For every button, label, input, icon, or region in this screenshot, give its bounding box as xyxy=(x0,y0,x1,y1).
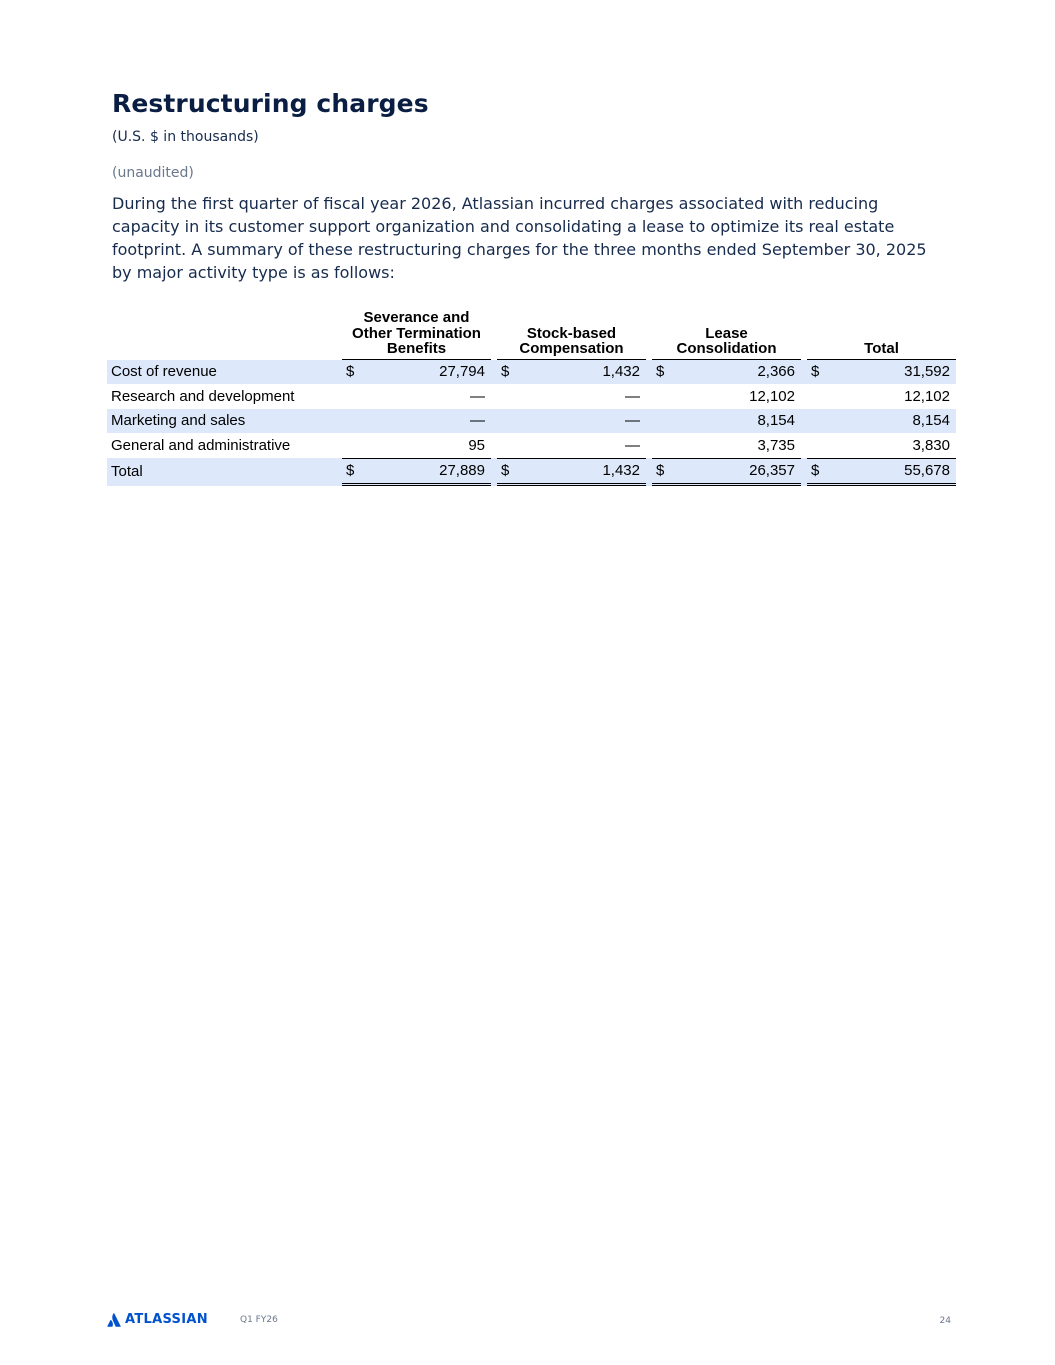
atlassian-logo xyxy=(107,1312,208,1327)
severance-value: 27,889 xyxy=(364,458,491,487)
row-label: Total xyxy=(107,458,342,487)
lease-value: 26,357 xyxy=(674,458,801,487)
stock-value: 1,432 xyxy=(519,458,646,487)
lease-value: 12,102 xyxy=(749,387,795,405)
severance-value: — xyxy=(470,387,485,405)
lease-value: 2,366 xyxy=(674,360,801,385)
row-label: General and administrative xyxy=(111,436,291,454)
page-title: Restructuring charges xyxy=(112,89,429,118)
row-label: Cost of revenue xyxy=(107,360,342,385)
table-row xyxy=(107,360,956,385)
row-label: Research and development xyxy=(111,387,295,405)
header-lease-line2: Consolidation xyxy=(676,340,777,357)
header-total xyxy=(807,310,956,360)
header-severance-line1: Severance and xyxy=(363,309,470,326)
currency-symbol: $ xyxy=(342,458,364,487)
header-lease-line1: Lease xyxy=(705,324,748,342)
header-stock xyxy=(497,310,646,360)
header-total-label: Total xyxy=(864,340,899,357)
currency-symbol xyxy=(342,433,364,458)
stock-value: — xyxy=(519,409,646,434)
table-total-row xyxy=(107,458,956,487)
currency-symbol xyxy=(342,409,364,434)
table-row xyxy=(107,409,956,434)
intro-paragraph: During the first quarter of fiscal year 2026, Atlassian incurred charges associated with reducing capacity in its customer support organization and consolidating a lease to optimize its real estate footprint. A summary of these restructuring charges for the three months ended September 30, 2025 by major activity type is as follows: xyxy=(112,194,927,282)
currency-symbol: $ xyxy=(497,458,519,487)
currency-symbol xyxy=(652,384,674,409)
currency-symbol: $ xyxy=(342,360,364,385)
currency-symbol: $ xyxy=(652,360,674,385)
total-value: 3,830 xyxy=(912,436,950,454)
currency-symbol: $ xyxy=(807,458,829,487)
atlassian-mark-icon xyxy=(107,1313,121,1327)
stock-value: 1,432 xyxy=(519,360,646,385)
currency-symbol: $ xyxy=(497,360,519,385)
quarter-label: Q1 FY26 xyxy=(240,1315,278,1325)
currency-symbol xyxy=(497,433,519,458)
total-value: 31,592 xyxy=(829,360,956,385)
currency-symbol: $ xyxy=(652,458,674,487)
lease-value: 8,154 xyxy=(674,409,801,434)
page-footer xyxy=(107,1312,951,1330)
currency-symbol xyxy=(807,433,829,458)
currency-symbol xyxy=(497,384,519,409)
currency-symbol xyxy=(497,409,519,434)
stock-value: — xyxy=(625,387,640,405)
restructuring-table xyxy=(107,310,956,486)
units-note: (U.S. $ in thousands) xyxy=(112,129,259,145)
currency-symbol xyxy=(807,409,829,434)
header-severance-line2: Other Termination xyxy=(352,324,481,342)
header-stock-line1: Stock-based xyxy=(526,324,617,342)
lease-value: 3,735 xyxy=(757,436,795,454)
table-header-row xyxy=(107,310,956,360)
currency-symbol xyxy=(652,409,674,434)
total-value: 8,154 xyxy=(829,409,956,434)
stock-value: — xyxy=(625,436,640,454)
page-number: 24 xyxy=(939,1316,951,1326)
report-section xyxy=(112,86,946,284)
total-value: 55,678 xyxy=(829,458,956,487)
header-severance xyxy=(342,310,491,360)
header-stock-line2: Compensation xyxy=(519,340,624,357)
table-row xyxy=(107,384,956,409)
currency-symbol: $ xyxy=(807,360,829,385)
total-value: 12,102 xyxy=(904,387,950,405)
table-row xyxy=(107,433,956,458)
brand-name: ATLASSIAN xyxy=(125,1312,208,1327)
severance-value: — xyxy=(364,409,491,434)
currency-symbol xyxy=(652,433,674,458)
currency-symbol xyxy=(342,384,364,409)
currency-symbol xyxy=(807,384,829,409)
header-blank xyxy=(107,310,342,360)
header-severance-line3: Benefits xyxy=(386,340,447,357)
severance-value: 27,794 xyxy=(364,360,491,385)
severance-value: 95 xyxy=(468,436,485,454)
row-label: Marketing and sales xyxy=(107,409,342,434)
unaudited-note: (unaudited) xyxy=(112,165,194,181)
header-lease xyxy=(652,310,801,360)
